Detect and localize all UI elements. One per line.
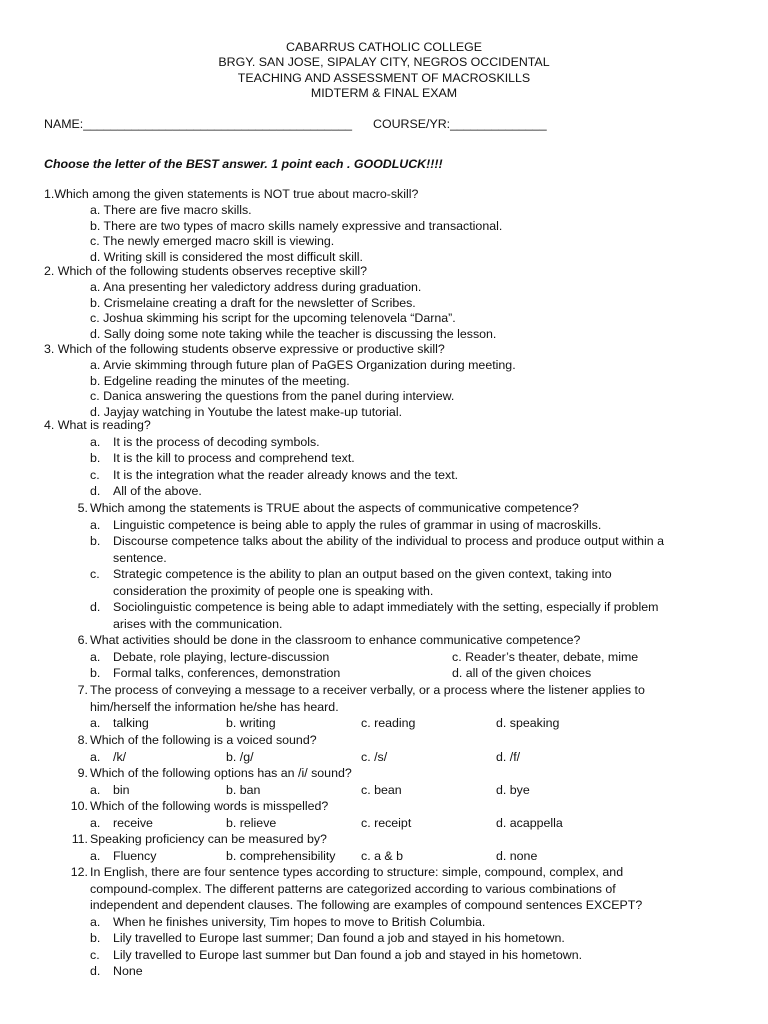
course-title: TEACHING AND ASSESSMENT OF MACROSKILLS (237, 70, 531, 85)
option-d: Sociolinguistic competence is being able to adapt immediately with the setting, especially if problem (113, 600, 659, 614)
option-b: Discourse competence talks about the ability of the individual to process and produce output within a (113, 534, 665, 548)
question-number: 9. (77, 766, 88, 780)
question-number: 10. (70, 799, 88, 813)
option-d: d. bye (496, 782, 530, 797)
question-2 (0, 264, 768, 343)
course-year-field: COURSE/YR:______________ (373, 117, 547, 131)
question-number: 7. (77, 683, 88, 697)
question-text: Which of the following options has an /i/ sound? (90, 766, 352, 780)
option-b: b. Edgeline reading the minutes of the meeting. (90, 373, 350, 388)
question-4 (0, 418, 768, 501)
question-10 (0, 799, 768, 832)
option-d: d. none (496, 848, 538, 863)
question-text: 3. Which of the following students observe expressive or productive skill? (44, 342, 445, 356)
question-3 (0, 342, 768, 421)
option-a: Linguistic competence is being able to apply the rules of grammar in using of macroskills. (113, 517, 602, 532)
option-b: b. /g/ (226, 749, 254, 764)
option-d: d. Writing skill is considered the most difficult skill. (90, 250, 363, 265)
school-address: BRGY. SAN JOSE, SIPALAY CITY, NEGROS OCCIDENTAL (218, 55, 550, 70)
option-letter: b. (90, 534, 101, 548)
option-d: All of the above. (113, 484, 202, 498)
option-letter: a. (90, 848, 101, 863)
option-letter: d. (90, 484, 101, 498)
option-b: b. Crismelaine creating a draft for the newsletter of Scribes. (90, 295, 416, 310)
question-text: Which of the following words is misspelled? (90, 799, 329, 813)
option-c: c. Reader’s theater, debate, mime (452, 649, 639, 664)
option-a: Debate, role playing, lecture-discussion (113, 649, 330, 664)
option-c: c. Danica answering the questions from the panel during interview. (90, 389, 455, 404)
question-6 (0, 633, 768, 683)
question-text: 4. What is reading? (44, 418, 151, 432)
option-a: bin (113, 782, 130, 797)
option-c: c. receipt (361, 815, 412, 830)
option-letter: d. (90, 964, 101, 978)
question-text: 1.Which among the given statements is NOT true about macro-skill? (44, 187, 419, 201)
option-c: Strategic competence is the ability to plan an output based on the given context, taking into (113, 567, 612, 581)
option-letter: c. (90, 947, 100, 962)
question-11 (0, 832, 768, 865)
option-letter: c. (90, 467, 100, 482)
question-12 (0, 865, 768, 981)
question-text: The process of conveying a message to a receiver verbally, or a process where the listener applies to (90, 683, 645, 697)
question-9 (0, 766, 768, 799)
option-d: d. acappella (496, 815, 563, 830)
option-c: It is the integration what the reader already knows and the text. (113, 467, 459, 482)
question-text: Which among the statements is TRUE about the aspects of communicative competence? (90, 501, 579, 515)
name-field: NAME:_______________________________________ (44, 117, 352, 131)
question-text-continued: independent and dependent clauses. The following are examples of compound sentences EXCEPT? (90, 898, 643, 912)
question-number: 11. (71, 832, 88, 846)
question-7 (0, 683, 768, 733)
option-b: b. ban (226, 782, 261, 797)
option-b: b. relieve (226, 815, 277, 830)
question-1 (0, 187, 768, 266)
exam-title: MIDTERM & FINAL EXAM (310, 86, 458, 101)
option-letter: a. (90, 749, 101, 764)
option-letter: a. (90, 815, 101, 830)
option-letter: a. (90, 434, 101, 449)
option-a: a. Arvie skimming through future plan of PaGES Organization during meeting. (90, 357, 516, 372)
option-c: c. The newly emerged macro skill is viewing. (90, 234, 335, 249)
option-letter: a. (90, 782, 101, 797)
option-c: c. a & b (361, 848, 404, 863)
option-letter: a. (90, 716, 101, 730)
question-number: 12. (70, 865, 88, 879)
question-8 (0, 733, 768, 766)
question-text: Speaking proficiency can be measured by? (90, 832, 327, 846)
option-a: It is the process of decoding symbols. (113, 434, 320, 449)
option-b: It is the kill to process and comprehend text. (113, 451, 355, 465)
question-text-continued: him/herself the information he/she has heard. (90, 699, 339, 714)
instructions: Choose the letter of the BEST answer. 1 point each . GOODLUCK!!!! (44, 157, 443, 171)
option-b: b. There are two types of macro skills namely expressive and transactional. (90, 218, 503, 233)
option-a: receive (113, 815, 153, 830)
option-b: b. writing (226, 716, 276, 730)
option-letter: a. (90, 914, 101, 929)
option-letter: a. (90, 517, 101, 532)
option-d: d. speaking (496, 716, 560, 730)
option-letter: b. (90, 931, 101, 945)
option-d: None (113, 964, 143, 978)
option-d: d. /f/ (496, 749, 521, 764)
option-d: d. all of the given choices (452, 666, 592, 680)
option-a: /k/ (113, 749, 127, 764)
option-b: Formal talks, conferences, demonstration (113, 666, 341, 680)
option-b-continued: sentence. (113, 550, 167, 565)
question-number: 8. (77, 733, 88, 747)
option-a: When he finishes university, Tim hopes to move to British Columbia. (113, 914, 486, 929)
school-name: CABARRUS CATHOLIC COLLEGE (286, 40, 482, 54)
question-number: 5. (77, 501, 88, 515)
option-c: c. Joshua skimming his script for the upcoming telenovela “Darna”. (90, 311, 456, 326)
option-b: b. comprehensibility (226, 848, 336, 863)
option-b: Lily travelled to Europe last summer; Dan found a job and stayed in his hometown. (113, 931, 565, 945)
question-5 (0, 501, 768, 633)
exam-header (0, 40, 768, 102)
question-text: In English, there are four sentence types according to structure: simple, compound, complex, and (90, 865, 624, 879)
option-d: d. Sally doing some note taking while the teacher is discussing the lesson. (90, 327, 497, 342)
option-c: c. bean (361, 782, 402, 797)
question-text: 2. Which of the following students observes receptive skill? (44, 264, 368, 278)
option-a: a. There are five macro skills. (90, 202, 252, 217)
option-letter: a. (90, 649, 101, 664)
option-c: Lily travelled to Europe last summer but Dan found a job and stayed in his hometown. (113, 947, 583, 962)
option-a: a. Ana presenting her valedictory address during graduation. (90, 279, 422, 294)
option-c: c. /s/ (361, 749, 388, 764)
option-d: d. Jayjay watching in Youtube the latest make-up tutorial. (90, 405, 403, 420)
option-letter: b. (90, 451, 101, 465)
question-number: 6. (77, 633, 88, 647)
option-c-continued: consideration the proximity of people one is speaking with. (113, 583, 434, 598)
option-a: Fluency (113, 848, 157, 863)
option-a: talking (113, 716, 149, 730)
option-letter: d. (90, 600, 101, 614)
question-text: Which of the following is a voiced sound? (90, 733, 317, 747)
option-c: c. reading (361, 716, 416, 730)
option-d-continued: arises with the communication. (113, 616, 283, 631)
question-text-continued: compound-complex. The different patterns are categorized according to various combinations of (90, 881, 616, 896)
option-letter: c. (90, 567, 100, 581)
option-letter: b. (90, 666, 101, 680)
question-text: What activities should be done in the classroom to enhance communicative competence? (90, 633, 581, 647)
